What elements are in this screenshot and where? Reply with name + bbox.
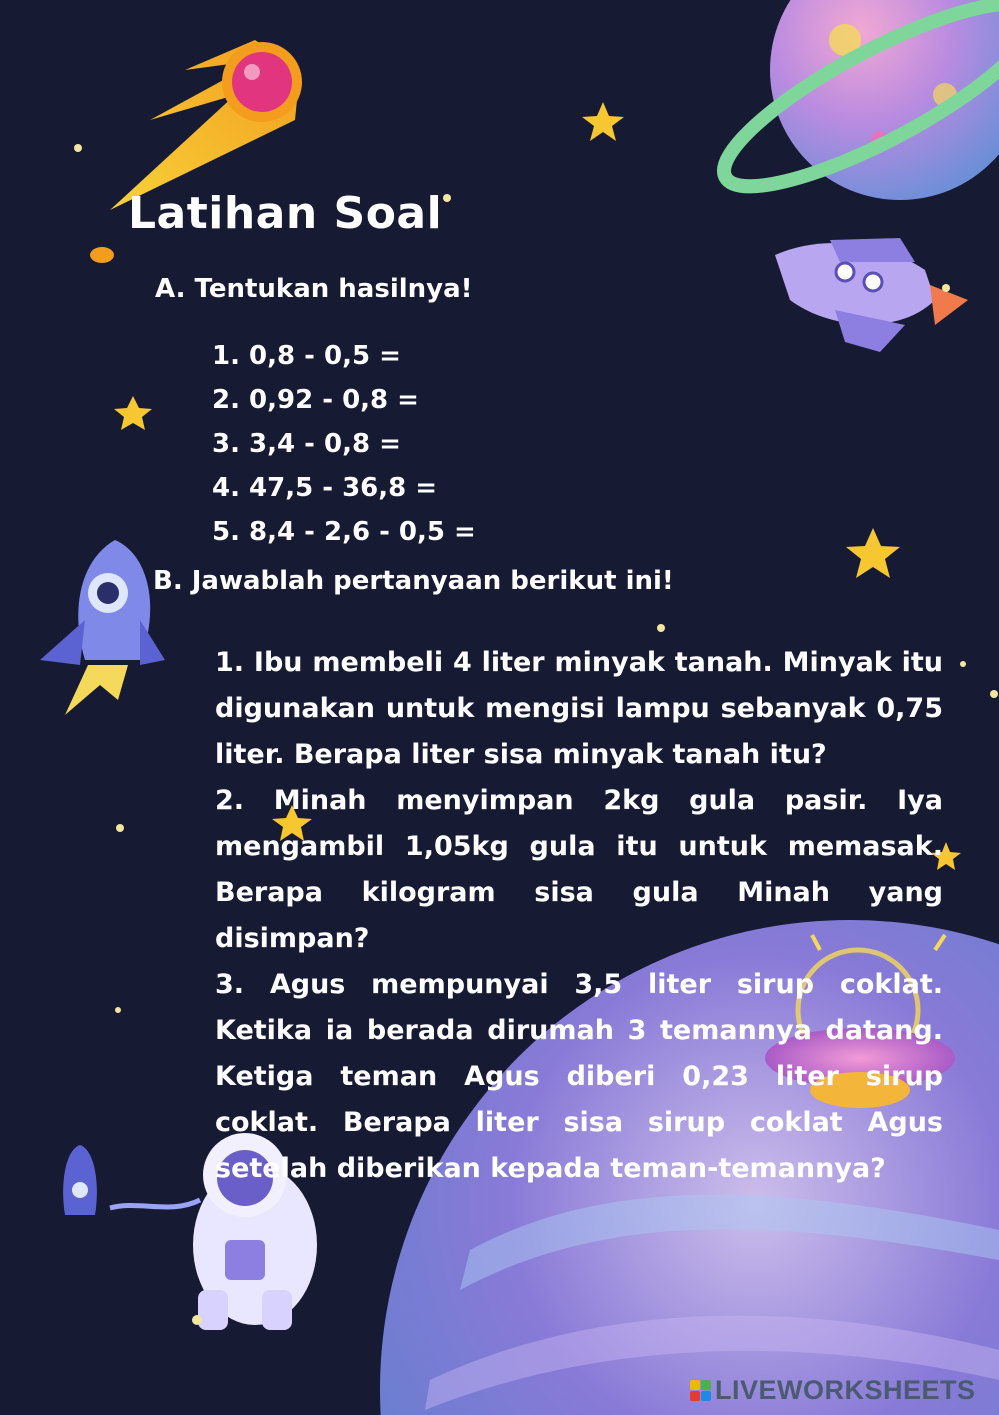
problem-item: 1. 0,8 - 0,5 = <box>212 341 401 371</box>
page-title: Latihan Soal <box>128 188 443 239</box>
liveworksheets-watermark <box>690 1370 976 1410</box>
section-a-heading: A. Tentukan hasilnya! <box>155 274 473 304</box>
logo-square <box>690 1380 700 1390</box>
problem-item: 3. 3,4 - 0,8 = <box>212 429 401 459</box>
word-problem: 2. Minah menyimpan 2kg gula pasir. Iya mengambil 1,05kg gula itu untuk memasak. Berapa kilogram sisa gula Minah yang disimpan? <box>215 785 943 954</box>
ringed-planet-icon <box>704 0 999 217</box>
section-b-heading: B. Jawablah pertanyaan berikut ini! <box>153 566 674 596</box>
logo-square <box>701 1391 711 1401</box>
rocket-icon <box>40 540 165 715</box>
spaceship-icon <box>775 238 968 352</box>
problem-item: 5. 8,4 - 2,6 - 0,5 = <box>212 517 476 547</box>
section-b-question-list <box>215 640 943 1192</box>
watermark-text: LIVEWORKSHEETS <box>715 1374 976 1405</box>
liveworksheets-logo-icon <box>690 1380 711 1401</box>
small-rocket-icon <box>63 1145 200 1215</box>
word-problem: 3. Agus mempunyai 3,5 liter sirup coklat. Ketika ia berada dirumah 3 temannya datang. Ketiga teman Agus diberi 0,23 liter sirup coklat. Berapa liter sisa sirup coklat Agus setelah diberikan kepada teman-temannya? <box>215 969 943 1184</box>
word-problem: 1. Ibu membeli 4 liter minyak tanah. Minyak itu digunakan untuk mengisi lampu sebanyak 0,75 liter. Berapa liter sisa minyak tanah itu? <box>215 647 943 770</box>
logo-square <box>690 1391 700 1401</box>
problem-item: 2. 0,92 - 0,8 = <box>212 385 419 415</box>
problem-item: 4. 47,5 - 36,8 = <box>212 473 438 503</box>
section-a-problem-list <box>212 334 476 554</box>
logo-square <box>701 1380 711 1390</box>
